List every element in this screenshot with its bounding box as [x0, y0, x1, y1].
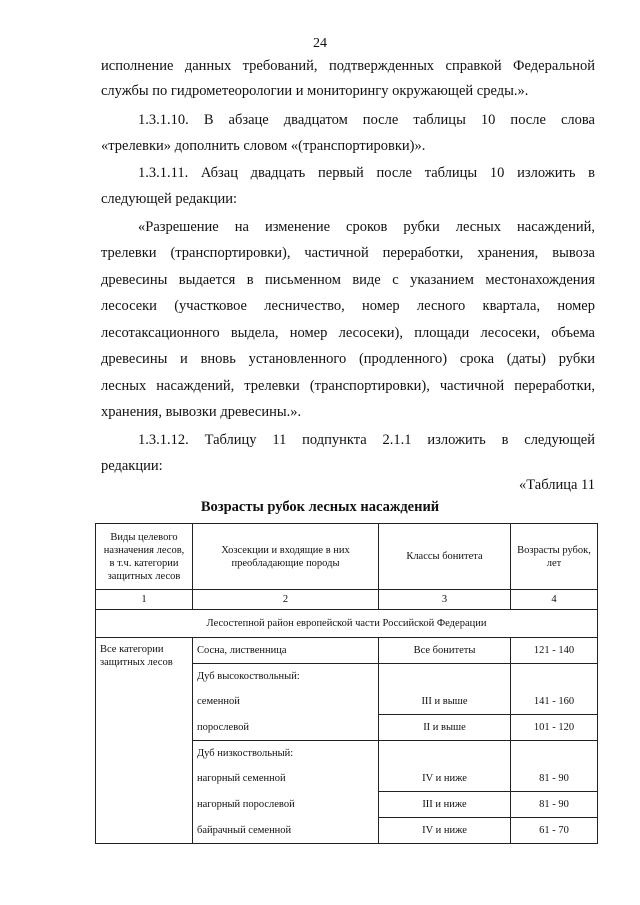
column-number: 4	[511, 590, 598, 610]
class-cell: IV и ниже	[379, 818, 511, 844]
column-number: 3	[379, 590, 511, 610]
table-title: Возрасты рубок лесных насаждений	[200, 499, 440, 515]
text-line: 1.3.1.11. Абзац двадцать первый после таблицы 10 изложить в	[138, 165, 595, 181]
text-line: древесины и вновь установленного (продленного) срока (даты) рубки	[101, 351, 595, 367]
species-cell: байрачный семенной	[193, 818, 379, 844]
class-cell: III и ниже	[379, 792, 511, 818]
class-cell: II и выше	[379, 715, 511, 741]
column-number: 2	[193, 590, 379, 610]
text-line: «Разрешение на изменение сроков рубки лесных насаждений,	[138, 219, 595, 235]
text-line: 1.3.1.10. В абзаце двадцатом после таблицы 10 после слова	[138, 112, 595, 128]
age-cell: 61 - 70	[511, 818, 598, 844]
text-line: лесосеки (участковое лесничество, номер лесного квартала, номер	[101, 298, 595, 314]
species-cell: Дуб низкоствольный:	[193, 741, 379, 767]
text-line: редакции:	[101, 458, 163, 474]
text-line: следующей редакции:	[101, 191, 238, 207]
region-row	[96, 610, 598, 638]
table-reference: «Таблица 11	[519, 477, 595, 493]
text-line: 1.3.1.12. Таблицу 11 подпункта 2.1.1 изложить в следующей	[138, 432, 595, 448]
table-row	[96, 638, 598, 664]
age-cell: 141 - 160	[511, 689, 598, 715]
species-cell: нагорный семенной	[193, 766, 379, 792]
species-cell: Дуб высокоствольный:	[193, 664, 379, 690]
class-cell	[379, 741, 511, 767]
age-cell: 81 - 90	[511, 766, 598, 792]
category-cell: Все категории защитных лесов	[96, 638, 193, 844]
age-cell: 81 - 90	[511, 792, 598, 818]
column-header: Хозсекции и входящие в них преобладающие породы	[193, 524, 379, 590]
age-cell	[511, 664, 598, 690]
age-cell	[511, 741, 598, 767]
class-cell: III и выше	[379, 689, 511, 715]
text-line: службы по гидрометеорологии и мониторингу окружающей среды.».	[101, 83, 529, 99]
class-cell: Все бонитеты	[379, 638, 511, 664]
age-cell: 101 - 120	[511, 715, 598, 741]
species-cell: Сосна, лиственница	[193, 638, 379, 664]
text-line: лесных насаждений, трелевки (транспортировки), частичной переработки,	[101, 378, 595, 394]
species-cell: нагорный порослевой	[193, 792, 379, 818]
age-cell: 121 - 140	[511, 638, 598, 664]
text-line: хранения, вывозки древесины.».	[101, 404, 302, 420]
column-number: 1	[96, 590, 193, 610]
column-header: Возрасты рубок, лет	[511, 524, 598, 590]
species-cell: порослевой	[193, 715, 379, 741]
rotation-age-table	[95, 523, 598, 844]
table-header-row	[96, 524, 598, 590]
column-header: Виды целевого назначения лесов, в т.ч. категории защитных лесов	[96, 524, 193, 590]
species-cell: семенной	[193, 689, 379, 715]
text-line: «трелевки» дополнить словом «(транспортировки)».	[101, 138, 426, 154]
class-cell: IV и ниже	[379, 766, 511, 792]
page-number: 24	[313, 36, 327, 51]
text-line: трелевки (транспортировки), частичной переработки, хранения, вывоза	[101, 245, 595, 261]
text-line: исполнение данных требований, подтвержденных справкой Федеральной	[101, 58, 595, 74]
column-number-row	[96, 590, 598, 610]
region-cell: Лесостепной район европейской части Российской Федерации	[96, 610, 598, 638]
class-cell	[379, 664, 511, 690]
text-line: лесотаксационного выдела, номер лесосеки), площади лесосеки, объема	[101, 325, 595, 341]
column-header: Классы бонитета	[379, 524, 511, 590]
text-line: древесины выдается в письменном виде с указанием местонахождения	[101, 272, 595, 288]
